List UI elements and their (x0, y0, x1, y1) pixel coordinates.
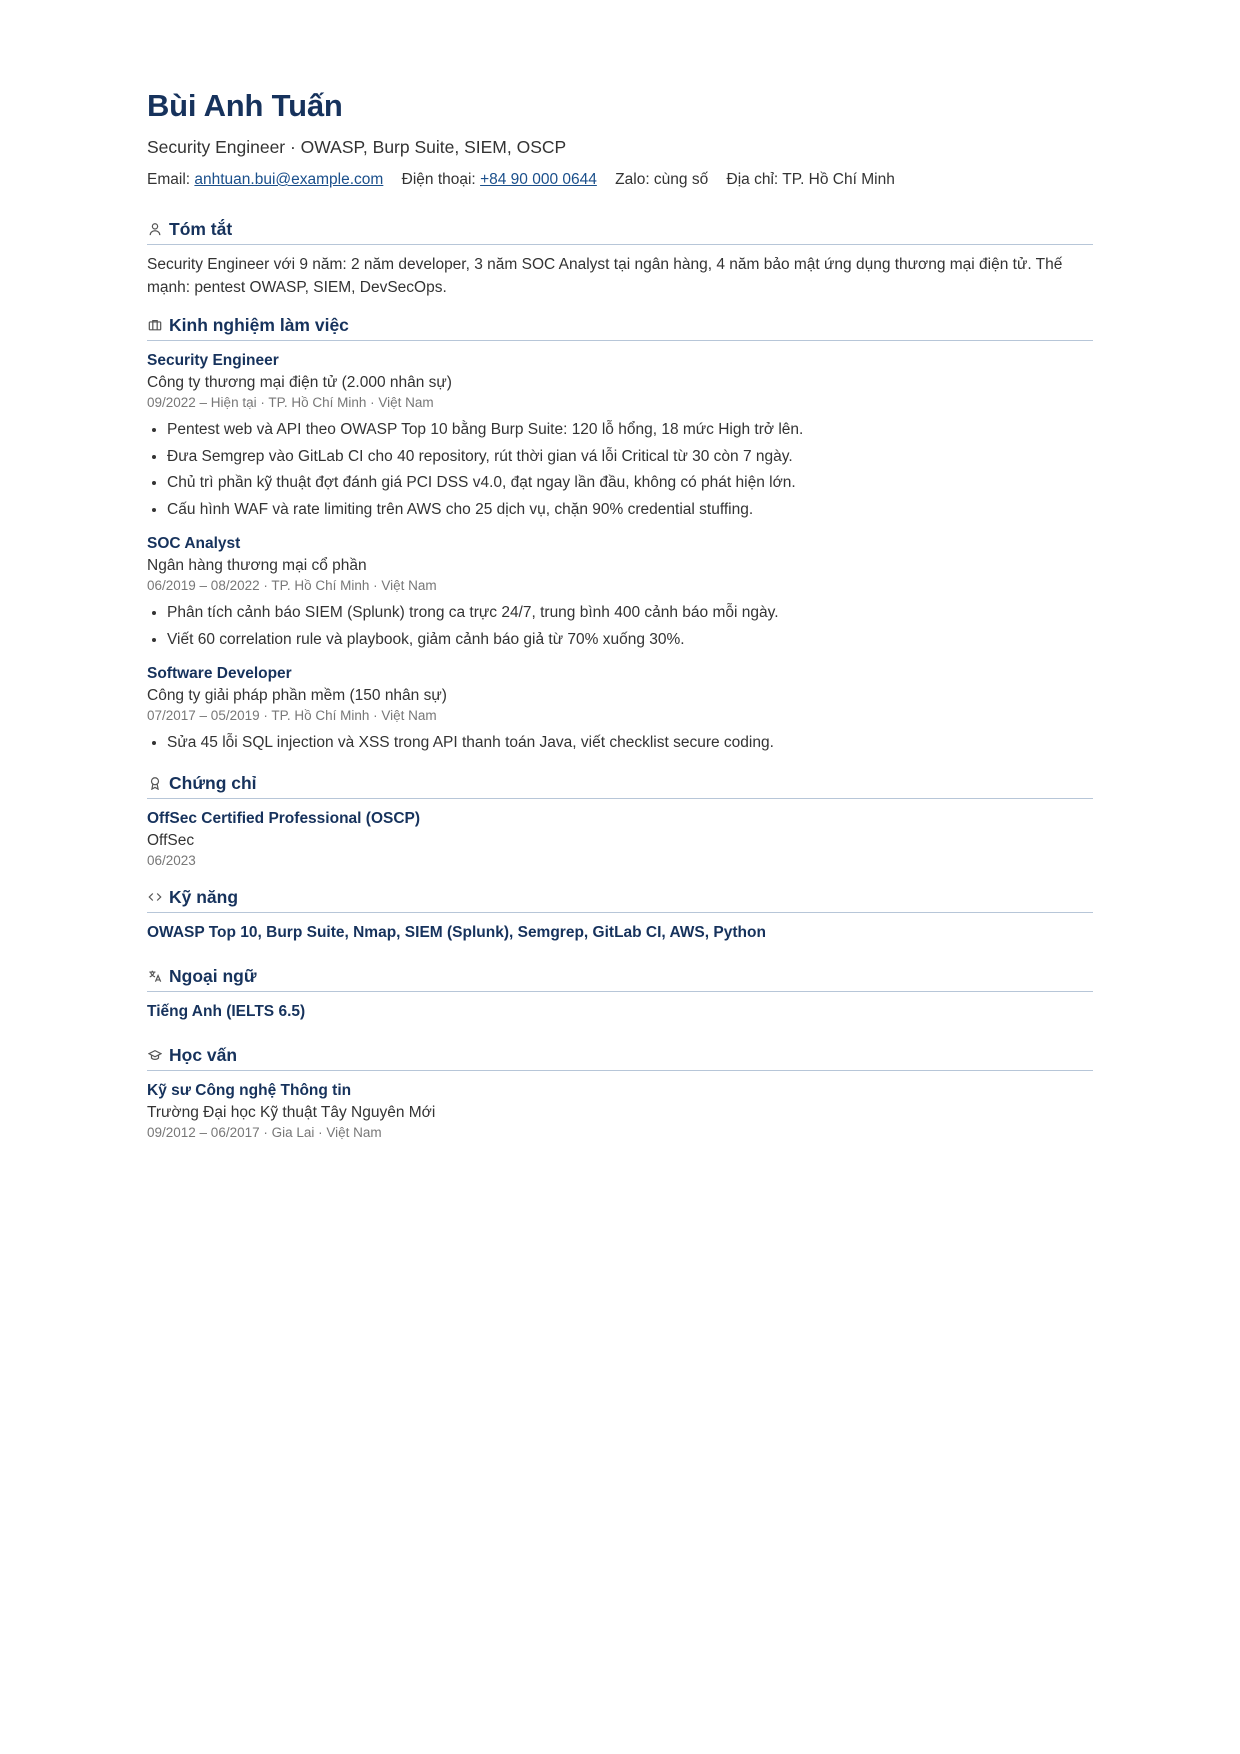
experience-title: Kinh nghiệm làm việc (169, 315, 349, 335)
education-school: Trường Đại học Kỹ thuật Tây Nguyên Mới (147, 1103, 436, 1121)
bullet-item: • Pentest web và API theo OWASP Top 10 bằng Burp Suite: 120 lỗ hổng, 18 mức High trở lên. (167, 417, 1093, 444)
bullet-item: • Sửa 45 lỗi SQL injection và XSS trong API thanh toán Java, viết checklist secure coding. (167, 730, 1093, 757)
languages-header (147, 964, 1093, 992)
job-bullets (147, 417, 1093, 523)
certification-issuer: OffSec (147, 831, 195, 849)
email-contact (147, 171, 383, 188)
zalo-contact: Zalo: cùng số (615, 171, 709, 188)
education-header (147, 1043, 1093, 1071)
translate-icon (147, 968, 163, 984)
certifications-section (147, 771, 1093, 871)
education-entry (147, 1080, 1093, 1143)
summary-header (147, 217, 1093, 245)
job-title: SOC Analyst (147, 535, 241, 552)
bullet-item: • Chủ trì phần kỹ thuật đợt đánh giá PCI DSS v4.0, đạt ngay lần đầu, không có phát hiện lớn. (167, 470, 1093, 497)
job-title: Security Engineer (147, 352, 279, 369)
contact-line (147, 169, 1093, 191)
email-label: Email: (147, 171, 191, 188)
experience-header (147, 313, 1093, 341)
experience-entry (147, 533, 1093, 653)
job-bullets (147, 600, 1093, 653)
certification-name: OffSec Certified Professional (OSCP) (147, 809, 421, 827)
skills-list: OWASP Top 10, Burp Suite, Nmap, SIEM (Splunk), Semgrep, GitLab CI, AWS, Python (147, 923, 766, 941)
education-section (147, 1043, 1093, 1143)
certification-date: 06/2023 (147, 852, 196, 868)
candidate-name: Bùi Anh Tuấn (147, 88, 343, 123)
graduation-cap-icon (147, 1047, 163, 1063)
summary-section (147, 217, 1093, 299)
briefcase-icon (147, 317, 163, 333)
languages-title: Ngoại ngữ (169, 965, 257, 986)
experience-section (147, 313, 1093, 757)
award-icon (147, 775, 163, 791)
job-bullets (147, 730, 1093, 757)
skills-header (147, 885, 1093, 913)
job-meta: 09/2022 – Hiện tại · TP. Hồ Chí Minh · Việt Nam (147, 395, 434, 410)
job-company: Công ty giải pháp phần mềm (150 nhân sự) (147, 687, 447, 704)
job-company: Ngân hàng thương mại cổ phần (147, 557, 367, 574)
job-meta: 07/2017 – 05/2019 · TP. Hồ Chí Minh · Việt Nam (147, 708, 437, 723)
experience-entry (147, 350, 1093, 523)
certifications-title: Chứng chỉ (169, 772, 257, 793)
education-degree: Kỹ sư Công nghệ Thông tin (147, 1081, 352, 1099)
experience-entry (147, 663, 1093, 757)
job-company: Công ty thương mại điện tử (2.000 nhân sự) (147, 374, 452, 391)
summary-text: Security Engineer với 9 năm: 2 năm developer, 3 năm SOC Analyst tại ngân hàng, 4 năm bảo mật ứng dụng thương mại điện tử. Thế mạnh: pentest OWASP, SIEM, DevSecOps. (147, 256, 1063, 296)
skills-section (147, 885, 1093, 944)
email-link[interactable]: anhtuan.bui@example.com (194, 171, 384, 188)
languages-section (147, 964, 1093, 1023)
bullet-item: • Phân tích cảnh báo SIEM (Splunk) trong ca trực 24/7, trung bình 400 cảnh báo mỗi ngày. (167, 600, 1093, 627)
headline: Security Engineer · OWASP, Burp Suite, SIEM, OSCP (147, 137, 567, 157)
summary-title: Tóm tắt (169, 219, 233, 239)
person-icon (147, 221, 163, 237)
education-title: Học vấn (169, 1044, 238, 1065)
bullet-item: • Đưa Semgrep vào GitLab CI cho 40 repository, rút thời gian vá lỗi Critical từ 30 còn 7 ngày. (167, 444, 1093, 471)
address-contact: Địa chỉ: TP. Hồ Chí Minh (726, 171, 895, 188)
language-item: Tiếng Anh (IELTS 6.5) (147, 1002, 306, 1020)
phone-label: Điện thoại: (401, 171, 476, 188)
education-meta: 09/2012 – 06/2017 · Gia Lai · Việt Nam (147, 1124, 382, 1140)
bullet-item: • Viết 60 correlation rule và playbook, giảm cảnh báo giả từ 70% xuống 30%. (167, 627, 1093, 654)
phone-contact (402, 171, 597, 188)
code-icon (147, 889, 163, 905)
bullet-item: • Cấu hình WAF và rate limiting trên AWS cho 25 dịch vụ, chặn 90% credential stuffing. (167, 497, 1093, 524)
skills-title: Kỹ năng (169, 886, 239, 907)
job-title: Software Developer (147, 665, 292, 682)
phone-link[interactable]: +84 90 000 0644 (480, 171, 597, 188)
certification-entry (147, 808, 1093, 871)
certifications-header (147, 771, 1093, 799)
job-meta: 06/2019 – 08/2022 · TP. Hồ Chí Minh · Việt Nam (147, 578, 437, 593)
